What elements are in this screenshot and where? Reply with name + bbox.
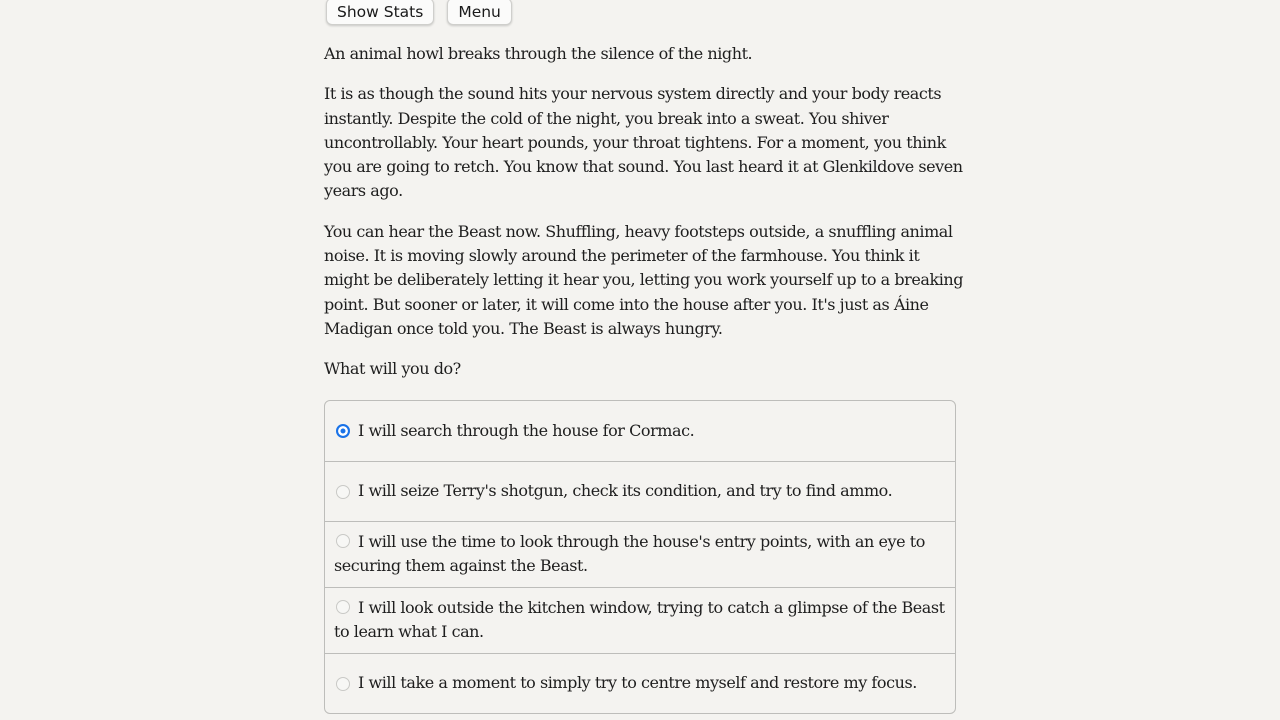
story-prompt: What will you do? <box>324 359 461 379</box>
radio-button[interactable] <box>336 677 350 691</box>
choice-look-outside-window[interactable] <box>325 587 955 653</box>
top-toolbar <box>326 0 512 25</box>
radio-button[interactable] <box>336 600 350 614</box>
choice-seize-shotgun[interactable] <box>325 461 955 521</box>
radio-button[interactable] <box>336 485 350 499</box>
choice-restore-focus[interactable] <box>325 653 955 713</box>
radio-button[interactable] <box>336 534 350 548</box>
choice-label: I will look outside the kitchen window, trying to catch a glimpse of the Beast to learn what I can. <box>334 598 945 642</box>
choice-label: I will use the time to look through the house's entry points, with an eye to securing them against the Beast. <box>334 532 925 576</box>
story-text <box>324 42 964 398</box>
choice-label: I will take a moment to simply try to centre myself and restore my focus. <box>358 673 917 693</box>
choice-search-house[interactable] <box>325 401 955 461</box>
story-paragraph-2: It is as though the sound hits your nervous system directly and your body reacts instantly. Despite the cold of the night, you break into a sweat. You shiver uncontrollably. Your heart pounds, your throat tightens. For a moment, you think you are going to retch. You know that sound. You last heard it at Glenkildove seven years ago. <box>324 84 963 201</box>
choice-check-entry-points[interactable] <box>325 521 955 587</box>
story-paragraph-3: You can hear the Beast now. Shuffling, heavy footsteps outside, a snuffling animal noise. It is moving slowly around the perimeter of the farmhouse. You think it might be deliberately letting it hear you, letting you work yourself up to a breaking point. But sooner or later, it will come into the house after you. It's just as Áine Madigan once told you. The Beast is always hungry. <box>324 221 964 338</box>
choice-label: I will seize Terry's shotgun, check its condition, and try to find ammo. <box>358 481 893 501</box>
radio-button-selected[interactable] <box>336 424 350 438</box>
show-stats-button[interactable]: Show Stats <box>326 0 434 25</box>
choice-label: I will search through the house for Cormac. <box>358 420 695 440</box>
choice-list <box>324 400 956 714</box>
menu-button[interactable]: Menu <box>447 0 512 25</box>
story-paragraph-1: An animal howl breaks through the silence of the night. <box>324 44 753 63</box>
